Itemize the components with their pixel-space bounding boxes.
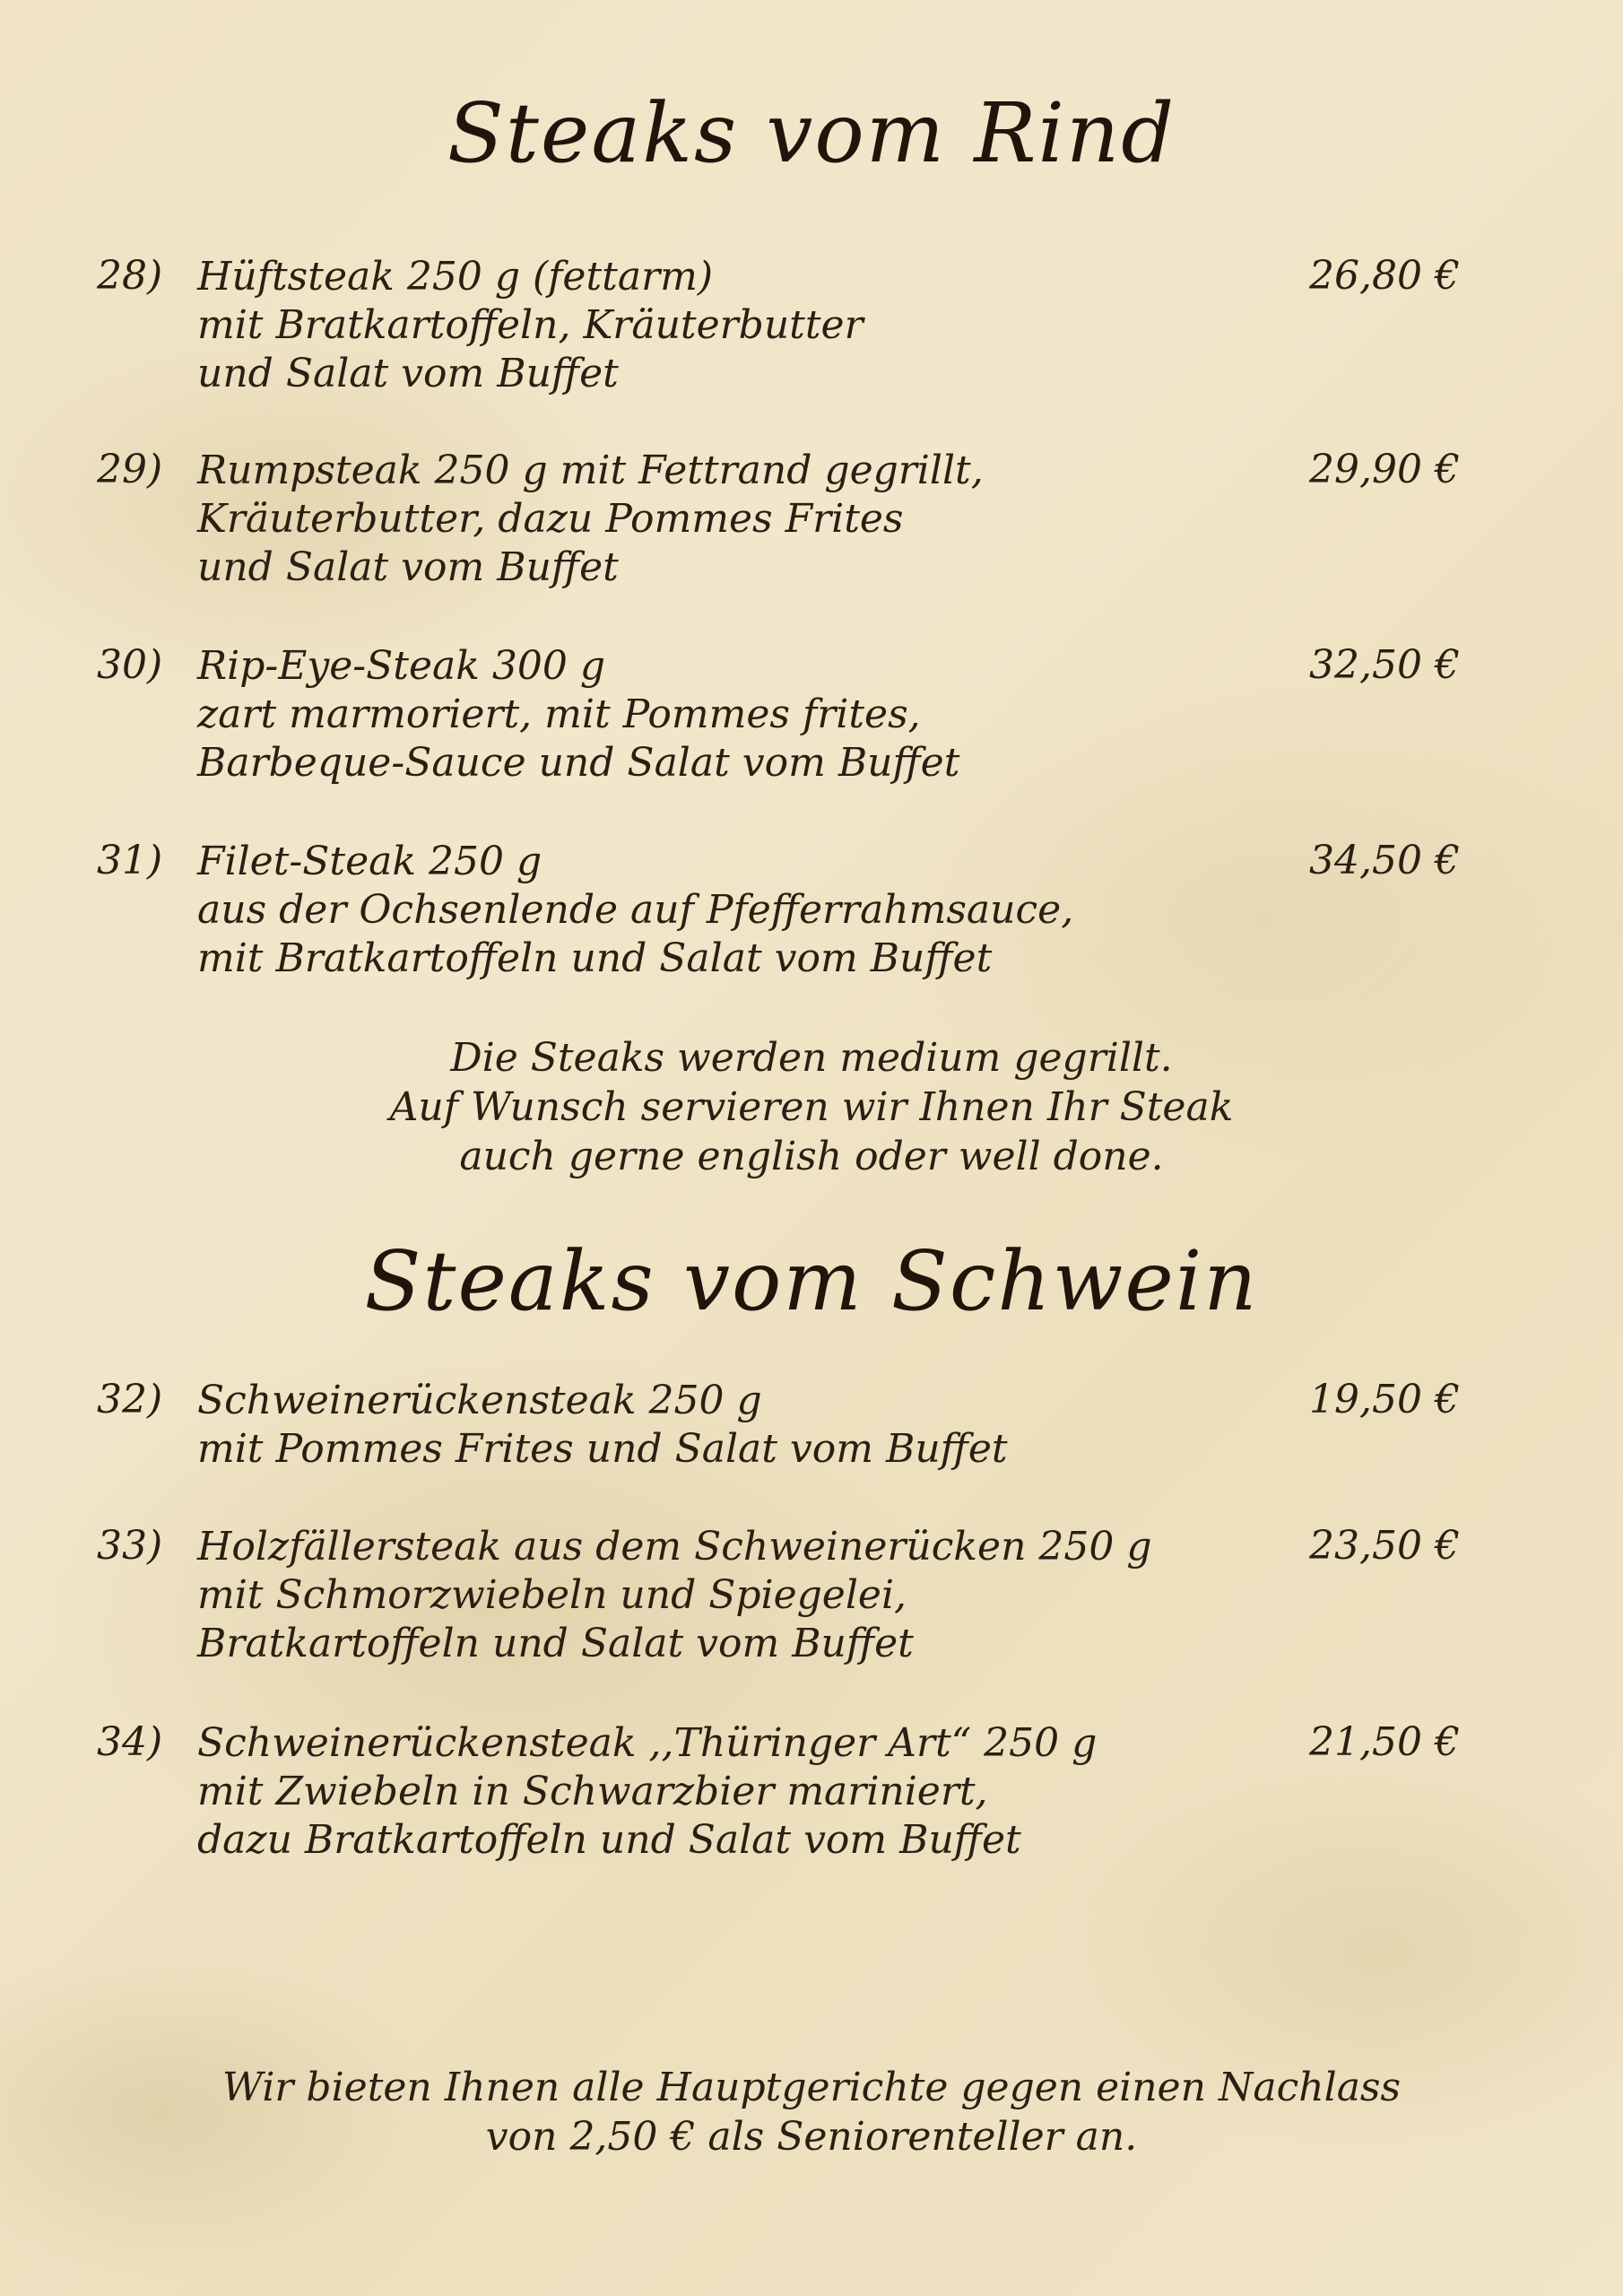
item-detail: aus der Ochsenlende auf Pfefferrahmsauce, [197, 887, 1074, 933]
item-detail: Kräuterbutter, dazu Pommes Frites [197, 496, 904, 542]
item-detail: und Salat vom Buffet [197, 544, 619, 590]
item-detail: und Salat vom Buffet [197, 351, 619, 396]
item-description [197, 838, 1073, 983]
note-line: auch gerne english oder well done. [459, 1134, 1164, 1179]
steak-note [0, 1033, 1623, 1181]
item-name: Schweinerückensteak ,,Thüringer Art“ 250 g [197, 1720, 1098, 1766]
item-detail: mit Bratkartoffeln und Salat vom Buffet [197, 935, 993, 981]
item-detail: Barbeque-Sauce und Salat vom Buffet [197, 740, 960, 786]
item-description [197, 1377, 1008, 1474]
item-description [197, 1719, 1097, 1865]
item-number: 32) [97, 1377, 163, 1422]
item-detail: mit Bratkartoffeln, Kräuterbutter [197, 302, 864, 348]
item-price: 21,50 € [1309, 1719, 1460, 1765]
note-line: Auf Wunsch servieren wir Ihnen Ihr Steak [389, 1084, 1234, 1130]
footer-line: Wir bieten Ihnen alle Hauptgerichte gegen einen Nachlass [221, 2065, 1402, 2110]
item-number: 29) [97, 447, 163, 492]
item-detail: Bratkartoffeln und Salat vom Buffet [197, 1621, 914, 1666]
item-detail: mit Schmorzwiebeln und Spiegelei, [197, 1572, 907, 1618]
item-description [197, 447, 984, 592]
item-price: 29,90 € [1309, 447, 1460, 492]
item-number: 33) [97, 1523, 163, 1569]
senior-discount-note [0, 2063, 1623, 2161]
item-number: 28) [97, 253, 163, 299]
item-name: Filet-Steak 250 g [197, 839, 542, 884]
item-price: 32,50 € [1309, 642, 1460, 688]
section-title-rind: Steaks vom Rind [447, 85, 1176, 181]
item-name: Hüftsteak 250 g (fettarm) [197, 254, 713, 300]
item-detail: mit Pommes Frites und Salat vom Buffet [197, 1426, 1008, 1472]
item-price: 26,80 € [1309, 253, 1460, 299]
item-description [197, 1523, 1152, 1668]
item-name: Rip-Eye-Steak 300 g [197, 643, 605, 689]
item-detail: dazu Bratkartoffeln und Salat vom Buffet [197, 1817, 1021, 1863]
note-line: Die Steaks werden medium gegrillt. [450, 1035, 1173, 1081]
footer-line: von 2,50 € als Seniorenteller an. [485, 2114, 1138, 2160]
item-price: 23,50 € [1309, 1523, 1460, 1569]
item-name: Rumpsteak 250 g mit Fettrand gegrillt, [197, 448, 984, 493]
item-price: 34,50 € [1309, 838, 1460, 883]
section-title-schwein: Steaks vom Schwein [364, 1233, 1259, 1329]
item-detail: mit Zwiebeln in Schwarzbier mariniert, [197, 1769, 988, 1814]
item-number: 30) [97, 642, 163, 688]
item-description [197, 253, 864, 398]
item-number: 34) [97, 1719, 163, 1765]
item-description [197, 642, 959, 787]
item-number: 31) [97, 838, 163, 883]
item-detail: zart marmoriert, mit Pommes frites, [197, 691, 921, 737]
item-name: Holzfällersteak aus dem Schweinerücken 250 g [197, 1524, 1152, 1570]
item-name: Schweinerückensteak 250 g [197, 1378, 762, 1423]
item-price: 19,50 € [1309, 1377, 1460, 1422]
